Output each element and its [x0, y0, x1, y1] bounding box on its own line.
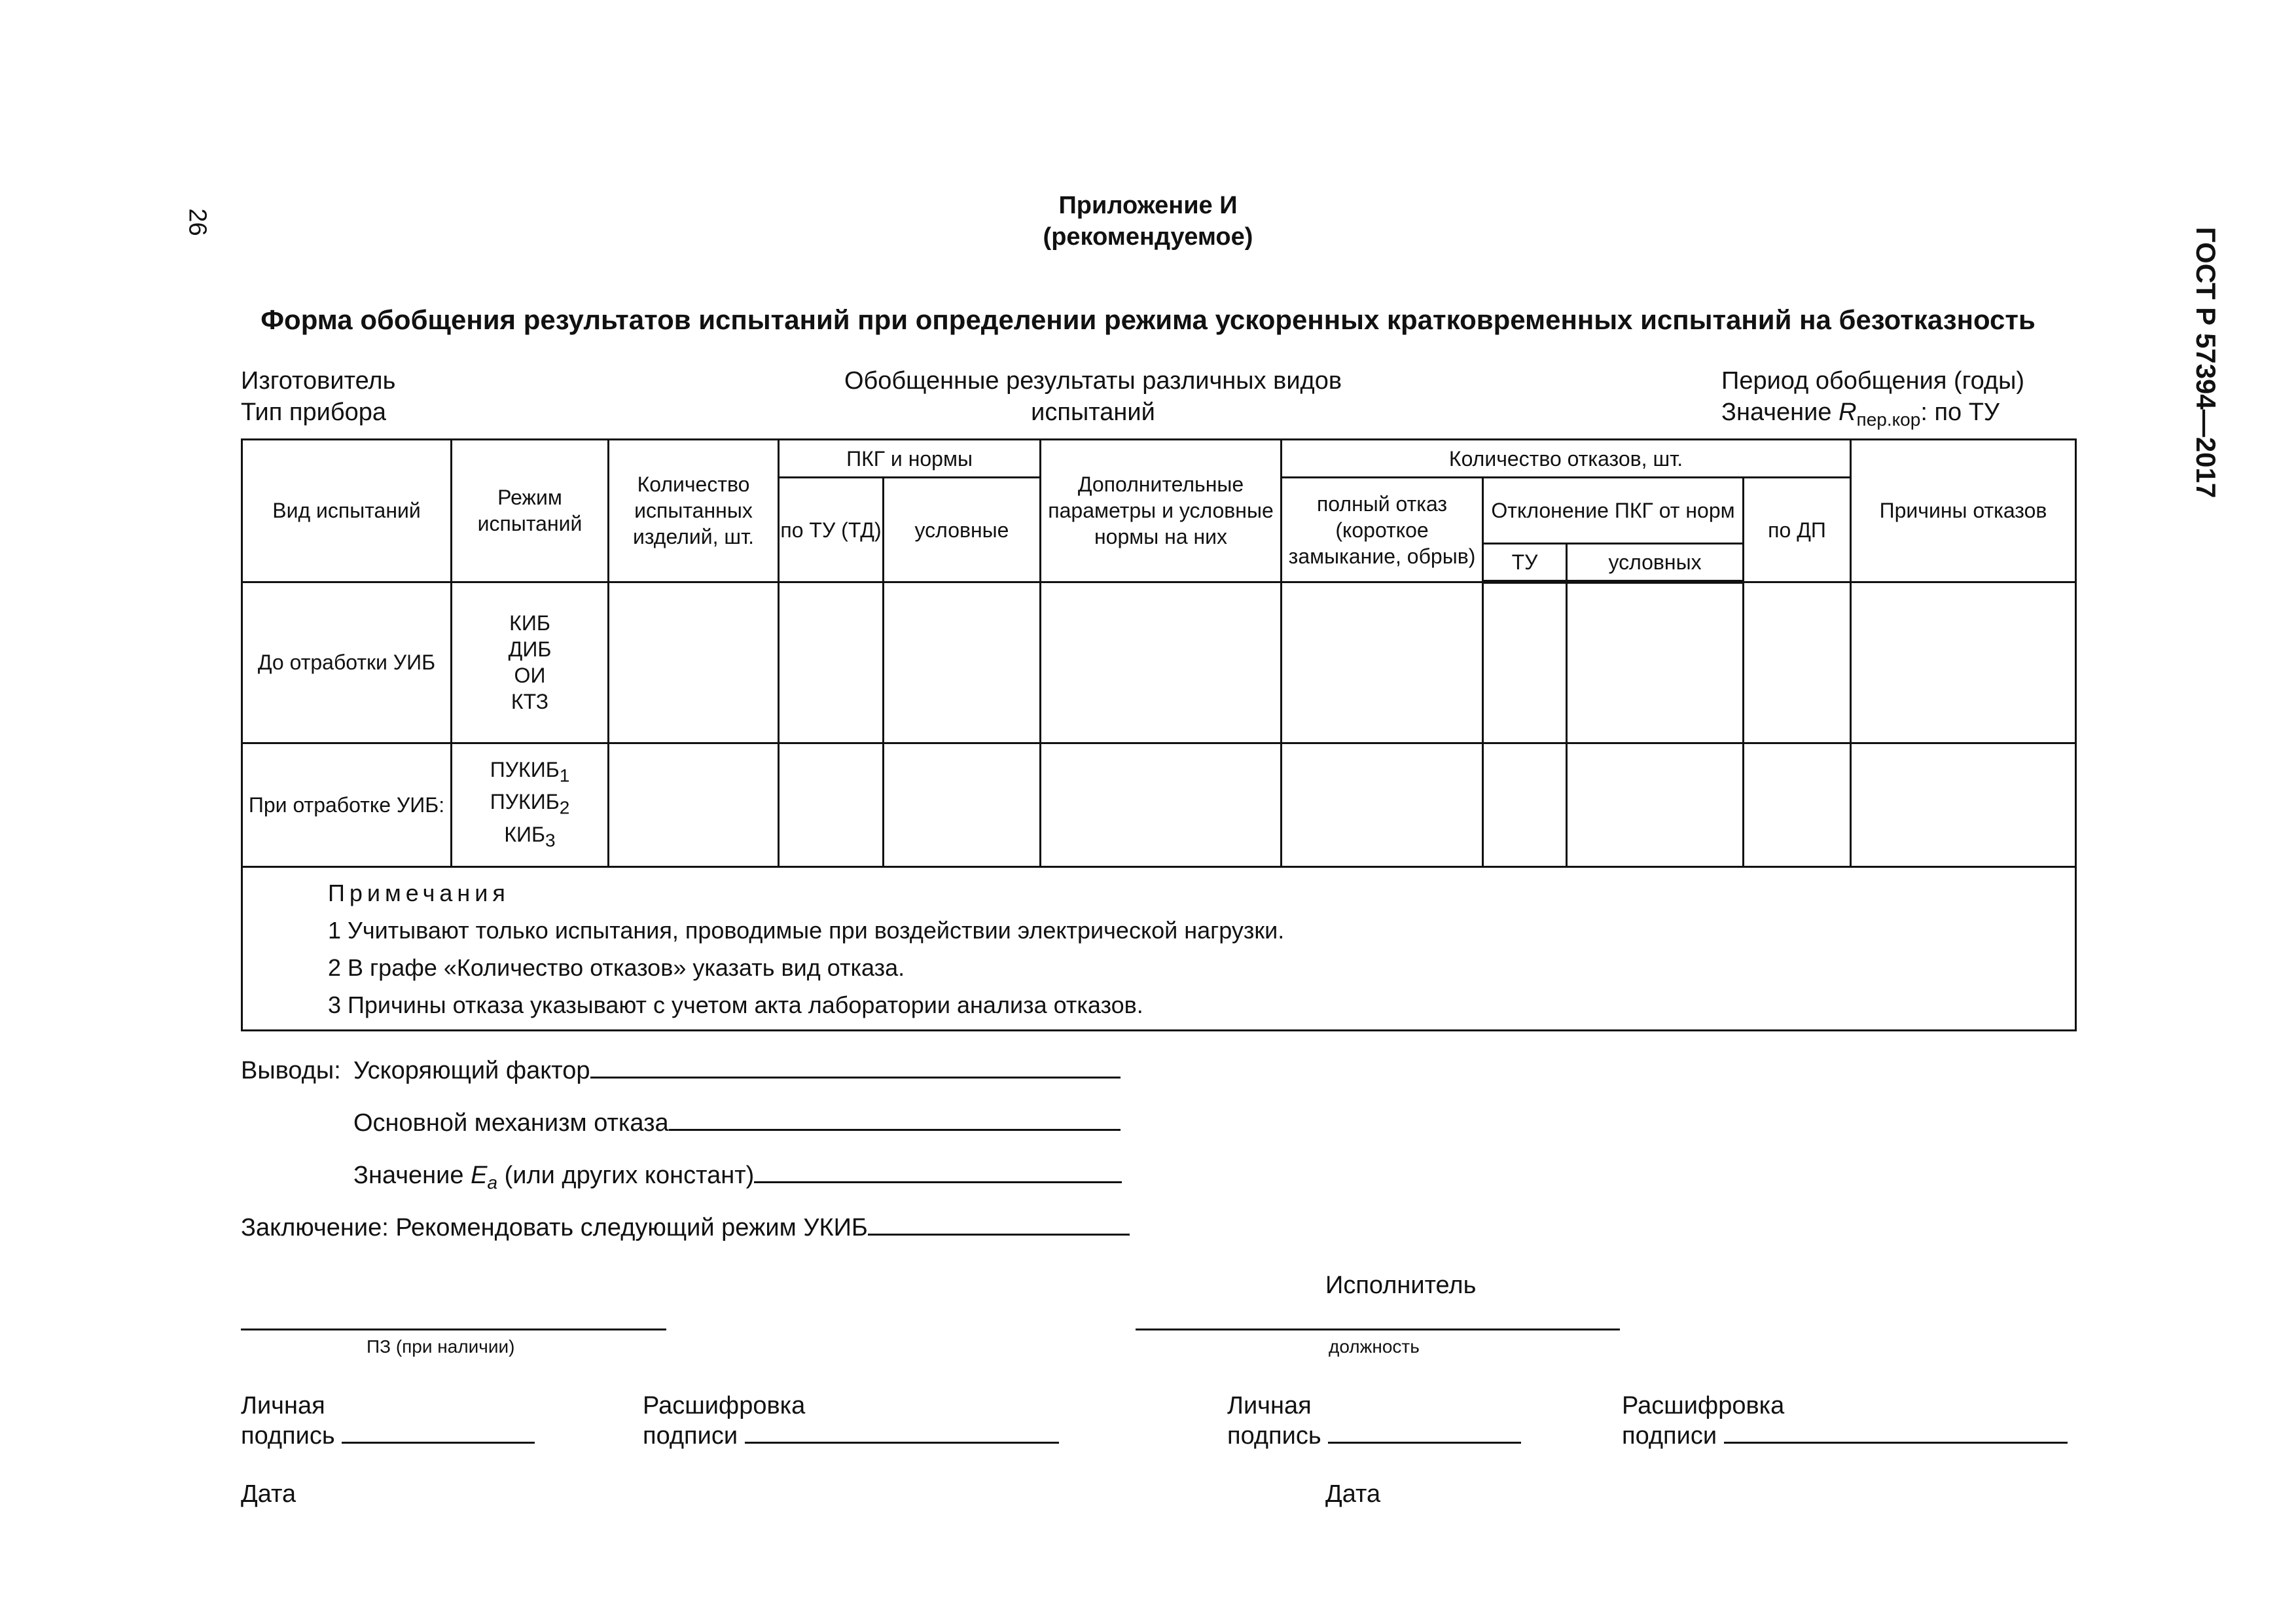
col-pkg-cond: условные	[884, 478, 1041, 582]
decode-signature-1: Расшифровка подписи	[643, 1391, 1059, 1451]
device-type-label: Тип прибора	[241, 399, 387, 426]
results-table	[241, 438, 2077, 1031]
row1-modes	[452, 582, 609, 743]
col-full-failure: полный отказ (короткое замыкание, обрыв)	[1282, 478, 1483, 582]
col-by-dp: по ДП	[1744, 478, 1851, 582]
appendix-heading	[0, 190, 2296, 253]
mode-item: ОИ	[514, 664, 546, 688]
cell	[1483, 743, 1567, 866]
page-number: 26	[183, 208, 211, 236]
cell	[1744, 582, 1851, 743]
signature-line[interactable]	[342, 1442, 535, 1444]
notes	[242, 867, 2076, 1031]
manufacturer-label: Изготовитель	[241, 367, 396, 395]
col-reasons: Причины отказов	[1851, 440, 2076, 582]
accel-factor-line[interactable]	[590, 1077, 1121, 1079]
cell	[884, 743, 1041, 866]
note-item: 2 В графе «Количество отказов» указать вид отказа.	[328, 954, 905, 982]
cell	[884, 582, 1041, 743]
col-failures: Количество отказов, шт.	[1282, 440, 1851, 478]
signature-line[interactable]	[1328, 1442, 1521, 1444]
date-label-1: Дата	[241, 1480, 296, 1508]
main-mechanism-label: Основной механизм отказа	[353, 1109, 669, 1137]
main-mechanism-line[interactable]	[669, 1129, 1121, 1131]
row2-modes	[452, 743, 609, 866]
note-item: 1 Учитывают только испытания, проводимые при воздействии электрической нагрузки.	[328, 917, 1285, 944]
cell	[1744, 743, 1851, 866]
final-conclusion-row	[241, 1214, 1130, 1242]
mode-item: $ПУКИБ_1$	[490, 757, 570, 786]
cell	[1041, 743, 1282, 866]
standard-code: ГОСТ Р 57394—2017	[2191, 226, 2221, 499]
r-value-label: Значение $R_{пер.кор}$: по ТУ	[1721, 399, 2000, 430]
row1-stage: До отработки УИБ	[242, 582, 452, 743]
decode-signature-2: Расшифровка подписи	[1622, 1391, 2068, 1451]
mode-item: $КИБ_3$	[504, 822, 556, 850]
summary-line-2: испытаний	[1031, 399, 1155, 426]
activation-energy-line[interactable]	[754, 1181, 1122, 1183]
decode-line[interactable]	[745, 1442, 1059, 1444]
final-conclusion-line[interactable]	[868, 1234, 1130, 1236]
header-left	[241, 365, 395, 428]
final-conclusion-label: Заключение: Рекомендовать следующий режим УКИБ	[241, 1214, 868, 1241]
col-test-type: Вид испытаний	[242, 440, 452, 582]
header-right	[1721, 365, 2024, 436]
header-center	[766, 365, 1420, 428]
col-dev-cond: условных	[1567, 544, 1744, 582]
cell	[1282, 743, 1483, 866]
decode-line[interactable]	[1724, 1442, 2068, 1444]
period-label: Период обобщения (годы)	[1721, 367, 2025, 395]
personal-signature-1: Личная подпись	[241, 1391, 535, 1451]
accel-factor-label: Ускоряющий фактор	[353, 1057, 590, 1084]
cell	[779, 743, 884, 866]
row2-stage: При отработке УИБ:	[242, 743, 452, 866]
mode-item: КИБ	[509, 611, 550, 635]
mode-item: $ПУКИБ_2$	[490, 790, 570, 818]
cell	[1851, 743, 2076, 866]
table-row	[242, 582, 2076, 743]
cell	[1483, 582, 1567, 743]
position-line[interactable]	[1136, 1329, 1620, 1330]
col-extra: Дополнительные параметры и условные нормы на них	[1041, 440, 1282, 582]
cell	[1567, 582, 1744, 743]
main-mechanism-row	[353, 1109, 1121, 1137]
position-caption: должность	[1329, 1336, 1420, 1357]
col-pkg: ПКГ и нормы	[779, 440, 1041, 478]
activation-energy-row: Значение $E_a$ (или других констант)	[353, 1162, 1122, 1194]
accel-factor-row	[353, 1057, 1121, 1085]
notes-title: Примечания	[328, 880, 510, 907]
form-title: Форма обобщения результатов испытаний при определении режима ускоренных кратковременных испытаний на безотказность	[260, 304, 2036, 335]
mode-item: КТЗ	[511, 690, 549, 714]
date-label-2: Дата	[1325, 1480, 1381, 1508]
personal-signature-2: Личная подпись	[1227, 1391, 1521, 1451]
executor-label: Исполнитель	[1325, 1272, 1477, 1299]
cell	[609, 582, 779, 743]
appendix-title: Приложение И	[1058, 192, 1238, 219]
table-row	[242, 743, 2076, 866]
summary-line-1: Обобщенные результаты различных видов	[844, 367, 1342, 395]
activation-energy-label: (или других констант)	[497, 1162, 755, 1189]
col-mode: Режим испытаний	[452, 440, 609, 582]
appendix-status: (рекомендуемое)	[1043, 223, 1253, 251]
cell	[609, 743, 779, 866]
cell	[1851, 582, 2076, 743]
cell	[779, 582, 884, 743]
col-dev-tu: ТУ	[1483, 544, 1567, 582]
cell	[1282, 582, 1483, 743]
col-quantity: Количество испытанных изделий, шт.	[609, 440, 779, 582]
cell	[1567, 743, 1744, 866]
pz-caption: ПЗ (при наличии)	[367, 1336, 515, 1357]
col-pkg-tu: по ТУ (ТД)	[779, 478, 884, 582]
mode-item: ДИБ	[508, 637, 552, 662]
note-item: 3 Причины отказа указывают с учетом акта лаборатории анализа отказов.	[328, 991, 1143, 1019]
conclusions-label: Выводы:	[241, 1057, 341, 1084]
pz-line[interactable]	[241, 1329, 666, 1330]
cell	[1041, 582, 1282, 743]
col-deviation: Отклонение ПКГ от норм	[1483, 478, 1744, 544]
